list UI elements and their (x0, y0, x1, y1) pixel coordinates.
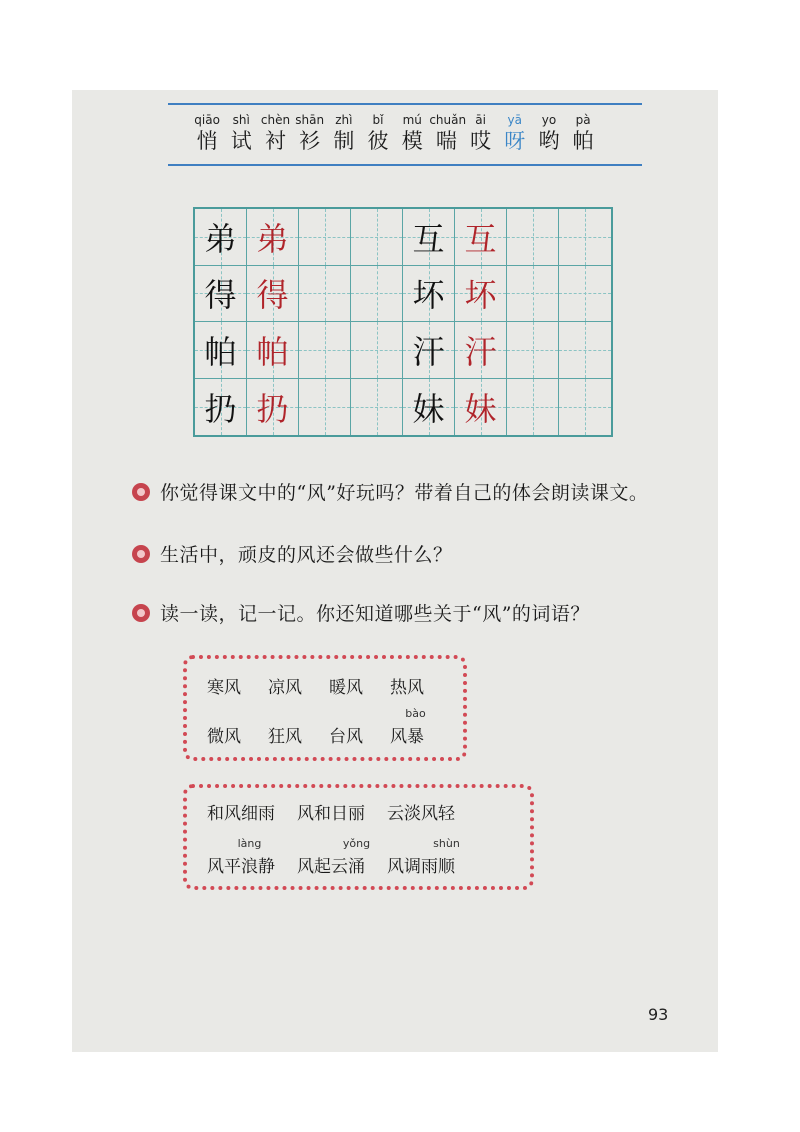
idiom: 风平 làng 浪静 (207, 837, 275, 877)
tracing-character: 扔 (247, 379, 299, 436)
vocab-item (566, 112, 600, 154)
hanzi: 哟 (538, 129, 560, 153)
question-1 (132, 478, 648, 505)
practice-cell[interactable] (351, 322, 403, 379)
tracing-character: 坏 (455, 266, 507, 323)
pinyin: chèn (260, 113, 291, 127)
pinyin-annotation: bào (405, 707, 426, 720)
hanzi: 哎 (470, 129, 492, 153)
bullet-icon (132, 604, 150, 622)
tracing-character: 弟 (247, 209, 299, 266)
pinyin-annotation: yǒng (342, 837, 371, 850)
page-number: 93 (648, 1005, 669, 1024)
hanzi: 衫 (299, 129, 321, 153)
hanzi: 悄 (196, 129, 218, 153)
hanzi: 喘 (435, 129, 457, 153)
word: 微风 (207, 727, 241, 747)
banner-top-rule (168, 103, 642, 105)
vocab-item (293, 112, 327, 154)
practice-cell[interactable] (351, 266, 403, 323)
practice-cell[interactable] (299, 379, 351, 436)
hanzi: 衬 (264, 129, 286, 153)
question-2 (132, 540, 453, 567)
idiom: 风起云 yǒng 涌 (297, 837, 371, 877)
question-text: 生活中，顽皮的风还会做些什么？ (160, 544, 453, 566)
word: 热风 (390, 678, 424, 698)
practice-cell[interactable] (351, 379, 403, 436)
hanzi: 模 (401, 129, 423, 153)
vocab-item (395, 112, 429, 154)
idiom: 云淡风轻 (387, 804, 455, 824)
hanzi: 制 (333, 129, 355, 153)
vocab-item (532, 112, 566, 154)
word: 狂风 (268, 727, 302, 747)
pinyin: bǐ (372, 113, 384, 127)
practice-cell[interactable] (559, 379, 611, 436)
hanzi: 试 (230, 129, 252, 153)
word-row (207, 673, 424, 698)
tracing-character: 帕 (247, 322, 299, 379)
practice-cell[interactable] (559, 209, 611, 266)
writing-grid (193, 207, 613, 437)
practice-cell[interactable] (299, 322, 351, 379)
vocab-item (429, 112, 467, 154)
vocab-item (258, 112, 292, 154)
word: 台风 (329, 727, 363, 747)
model-character: 汗 (403, 322, 455, 379)
pinyin: mú (402, 113, 422, 127)
word: 寒风 (207, 678, 241, 698)
pinyin-annotation: shùn (433, 837, 460, 850)
pinyin-annotation: làng (237, 837, 262, 850)
vocab-item (361, 112, 395, 154)
word: 暖风 (329, 678, 363, 698)
tracing-character: 得 (247, 266, 299, 323)
idiom: 和风细雨 (207, 804, 275, 824)
pinyin: pà (575, 113, 591, 127)
model-character: 弟 (195, 209, 247, 266)
word: 风 bào 暴 (390, 707, 426, 747)
practice-cell[interactable] (507, 379, 559, 436)
practice-cell[interactable] (507, 322, 559, 379)
bullet-icon (132, 483, 150, 501)
model-character: 扔 (195, 379, 247, 436)
banner-bottom-rule (168, 164, 642, 166)
idiom: 风调雨 shùn 顺 (387, 837, 460, 877)
tracing-character: 汗 (455, 322, 507, 379)
question-text: 读一读，记一记。你还知道哪些关于“风”的词语？ (160, 603, 590, 625)
pinyin: āi (475, 113, 486, 127)
tracing-character: 妹 (455, 379, 507, 436)
model-character: 坏 (403, 266, 455, 323)
pinyin: qiāo (194, 113, 220, 127)
pinyin: shì (232, 113, 250, 127)
model-character: 得 (195, 266, 247, 323)
word-row (207, 707, 426, 747)
pinyin: zhì (335, 113, 353, 127)
model-character: 妹 (403, 379, 455, 436)
vocab-item-highlighted (498, 112, 532, 154)
hanzi: 呀 (504, 129, 526, 153)
pinyin: yā (507, 113, 523, 127)
word: 凉风 (268, 678, 302, 698)
pinyin: shān (295, 113, 325, 127)
pinyin: chuǎn (429, 113, 467, 127)
vocab-item (190, 112, 224, 154)
model-character: 帕 (195, 322, 247, 379)
hanzi: 彼 (367, 129, 389, 153)
question-3 (132, 599, 590, 626)
practice-cell[interactable] (559, 322, 611, 379)
word-row (207, 799, 455, 824)
practice-cell[interactable] (559, 266, 611, 323)
pinyin: yo (541, 113, 557, 127)
practice-cell[interactable] (507, 209, 559, 266)
tracing-character: 互 (455, 209, 507, 266)
vocab-item (327, 112, 361, 154)
model-character: 互 (403, 209, 455, 266)
practice-cell[interactable] (299, 209, 351, 266)
practice-cell[interactable] (351, 209, 403, 266)
practice-cell[interactable] (299, 266, 351, 323)
word-row (207, 837, 460, 877)
vocab-strip (190, 112, 600, 154)
question-text: 你觉得课文中的“风”好玩吗？带着自己的体会朗读课文。 (160, 482, 649, 504)
vocab-item (224, 112, 258, 154)
vocab-item (464, 112, 498, 154)
bullet-icon (132, 545, 150, 563)
idiom: 风和日丽 (297, 804, 365, 824)
hanzi: 帕 (572, 129, 594, 153)
practice-cell[interactable] (507, 266, 559, 323)
